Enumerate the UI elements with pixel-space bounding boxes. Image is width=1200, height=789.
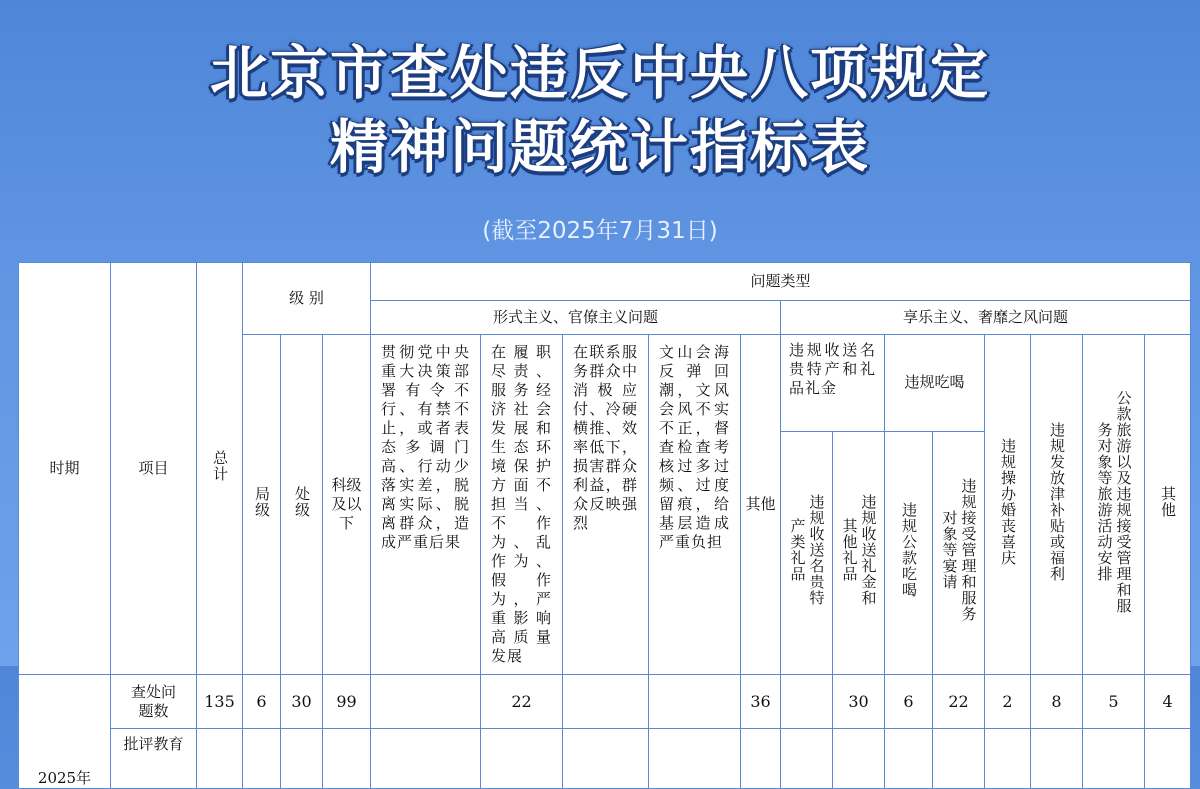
cell-h1: 2 (985, 675, 1031, 729)
cell-f1 (371, 675, 481, 729)
hedonism-col-other: 其他 (1145, 335, 1191, 675)
cell-section: 99 (323, 675, 371, 729)
table-row (19, 675, 1191, 729)
cell-division: 30 (281, 675, 323, 729)
hedonism-col-weddings: 违规操办婚丧喜庆 (985, 335, 1031, 675)
gifts-header: 违规收送名贵特产和礼品礼金 (781, 335, 885, 432)
row-label: 批评教育 (111, 729, 197, 789)
cell-g1 (781, 675, 833, 729)
hedonism-col-tourism: 公款旅游以及违规接受管理和服务对象等旅游活动安排 (1083, 335, 1145, 675)
problem-type-header: 问题类型 (371, 263, 1191, 301)
level-section-header: 科级及以下 (323, 335, 371, 675)
cell-h2: 8 (1031, 675, 1083, 729)
eat-header: 违规吃喝 (885, 335, 985, 432)
level-division-header: 处级 (281, 335, 323, 675)
formalism-col-3: 在联系服务群众中消极应付、冷硬横推、效率低下，损害群众利益，群众反映强烈 (563, 335, 649, 675)
period-cell: 2025年 (19, 675, 111, 789)
cell-h3: 5 (1083, 675, 1145, 729)
cell-f5: 36 (741, 675, 781, 729)
cell-e1: 6 (885, 675, 933, 729)
gifts-sub-cash: 违规收送礼金和其他礼品 (833, 431, 885, 674)
date-subtitle: (截至2025年7月31日) (482, 218, 718, 244)
formalism-header: 形式主义、官僚主义问题 (371, 301, 781, 335)
cell-h4: 4 (1145, 675, 1191, 729)
statistics-table (18, 262, 1191, 789)
formalism-col-2: 在履职尽责、服务经济社会发展和生态环境保护方面不担当、不作为、乱作为、假作为，严重影响高质量发展 (481, 335, 563, 675)
page-title-line1: 北京市查处违反中央八项规定 (209, 39, 990, 107)
formalism-col-4: 文山会海反弹回潮，文风会风不实不正，督查检查考核过多过频、过度留痕，给基层造成严重负担 (649, 335, 741, 675)
eat-sub-public-funds: 违规公款吃喝 (885, 431, 933, 674)
eat-sub-banquets: 违规接受管理和服务对象等宴请 (933, 431, 985, 674)
item-header: 项目 (111, 263, 197, 675)
table-row (19, 729, 1191, 789)
period-header: 时期 (19, 263, 111, 675)
hedonism-header: 享乐主义、奢靡之风问题 (781, 301, 1191, 335)
cell-total: 135 (197, 675, 243, 729)
cell-e2: 22 (933, 675, 985, 729)
gifts-sub-specialty: 违规收送名贵特产类礼品 (781, 431, 833, 674)
formalism-col-1: 贯彻党中央重大决策部署有令不行、有禁不止，或者表态多调门高、行动少落实差，脱离实际、脱离群众，造成严重后果 (371, 335, 481, 675)
level-bureau-header: 局级 (243, 335, 281, 675)
level-header: 级 别 (243, 263, 371, 335)
cell-f2: 22 (481, 675, 563, 729)
page-title-line2: 精神问题统计指标表 (329, 113, 870, 181)
cell-g2: 30 (833, 675, 885, 729)
cell-bureau: 6 (243, 675, 281, 729)
cell-f4 (649, 675, 741, 729)
total-header: 总计 (197, 263, 243, 675)
cell-f3 (563, 675, 649, 729)
row-label: 查处问题数 (111, 675, 197, 729)
formalism-col-other: 其他 (741, 335, 781, 675)
hedonism-col-allowances: 违规发放津补贴或福利 (1031, 335, 1083, 675)
